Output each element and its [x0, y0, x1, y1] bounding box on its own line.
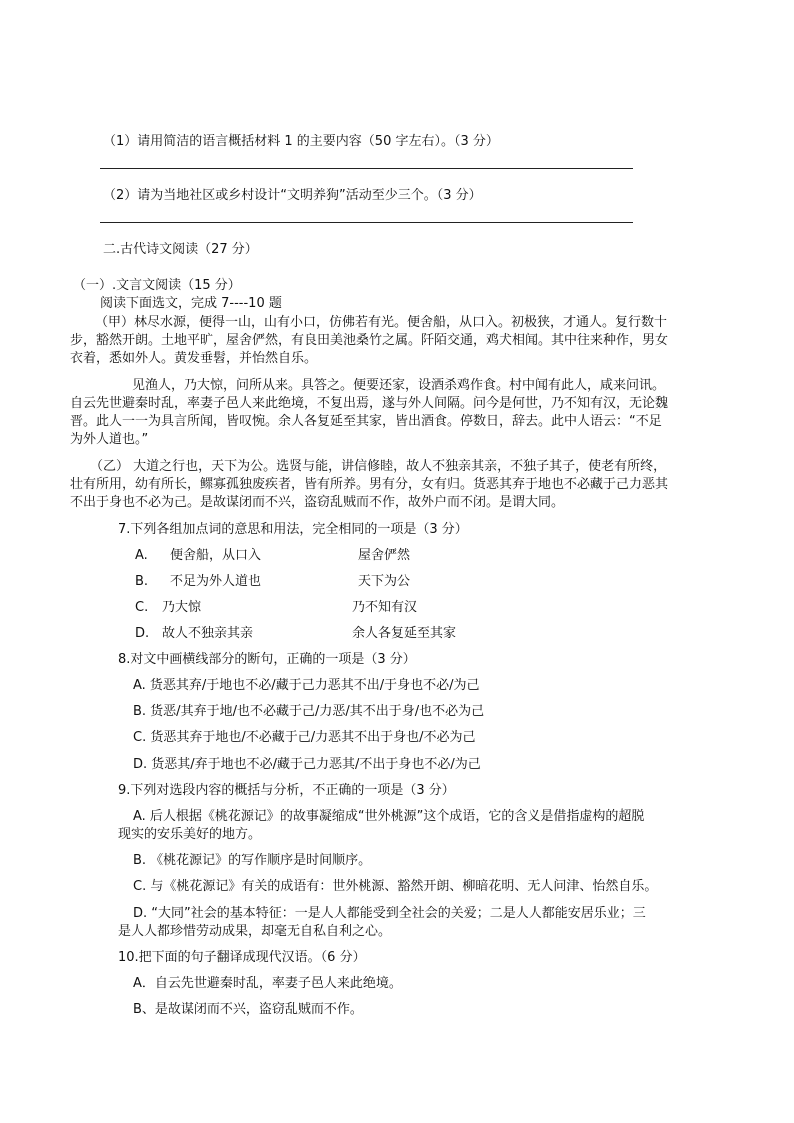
question-1: （1）请用简洁的语言概括材料 1 的主要内容（50 字左右）。（3 分）: [103, 134, 499, 149]
question-7-stem: 7.下列各组加点词的意思和用法，完全相同的一项是（3 分）: [118, 522, 468, 537]
passage-jia-line: （甲）林尽水源，便得一山，山有小口，仿佛若有光。便舍船，从口入。初极狭，才通人。复行数十: [95, 315, 668, 330]
q10-item-a: A．自云先世避秦时乱，率妻子邑人来此绝境。: [133, 976, 402, 991]
q10-item-b: B、是故谋闭而不兴，盗窃乱贼而不作。: [133, 1002, 363, 1017]
question-10-stem: 10.把下面的句子翻译成现代汉语。（6 分）: [118, 950, 366, 965]
q9-option-d: D. “大同”社会的基本特征：一是人人都能受到全社会的关爱；二是人人都能安居乐业；三: [133, 906, 646, 921]
passage-yi-line: （乙） 大道之行也，天下为公。选贤与能，讲信修睦，故人不独亲其亲，不独子其子，使老有所终，: [90, 459, 667, 474]
q7-option-letter: B.: [135, 574, 149, 589]
q9-option-b: B. 《桃花源记》的写作顺序是时间顺序。: [133, 853, 372, 868]
passage-jia-line: 为外人道也。”: [70, 432, 149, 447]
q9-option-a: A. 后人根据《桃花源记》的故事凝缩成“世外桃源”这个成语，它的含义是借指虚构的超脱: [133, 809, 645, 824]
q8-option: B. 货恶/其弃于地/也不必藏于己/力恶/其不出于身/也不必为己: [133, 704, 485, 719]
q7-option-left: 乃大惊: [162, 600, 202, 615]
reading-instruction: 阅读下面选文，完成 7----10 题: [100, 296, 282, 311]
q7-option-right: 天下为公: [358, 574, 411, 589]
section-heading: 二.古代诗文阅读（27 分）: [103, 242, 258, 257]
q7-option-left: 故人不独亲其亲: [162, 626, 254, 641]
passage-yi-line: 不出于身也不必为己。是故谋闭而不兴，盗窃乱贼而不作，故外户而不闭。是谓大同。: [70, 495, 565, 510]
passage-jia-line: 衣着，悉如外人。黄发垂髫，并怡然自乐。: [70, 351, 318, 366]
passage-jia-line: 步，豁然开朗。土地平旷，屋舍俨然，有良田美池桑竹之属。阡陌交通，鸡犬相闻。其中往来种作，男女: [70, 333, 669, 348]
answer-line-1: [100, 168, 633, 169]
q7-option-letter: A.: [135, 548, 148, 563]
q8-option: D. 货恶其/弃于地也不必/藏于己力恶其/不出于身也不必/为己: [133, 757, 481, 772]
passage-jia-line: 自云先世避秦时乱，率妻子邑人来此绝境，不复出焉，遂与外人间隔。问今是何世，乃不知有汉，无论魏: [70, 396, 669, 411]
passage-yi-line: 壮有所用，幼有所长，鳏寡孤独废疾者，皆有所养。男有分，女有归。货恶其弃于地也不必藏于己力恶其: [70, 477, 669, 492]
question-2: （2）请为当地社区或乡村设计“文明养狗”活动至少三个。（3 分）: [103, 188, 482, 203]
question-8-stem: 8.对文中画横线部分的断句，正确的一项是（3 分）: [118, 652, 416, 667]
q7-option-right: 乃不知有汉: [352, 600, 418, 615]
q7-option-left: 便舍船，从口入: [170, 548, 262, 563]
passage-jia-line: 晋。此人一一为具言所闻，皆叹惋。余人各复延至其家，皆出酒食。停数日，辞去。此中人语云：“不足: [70, 414, 662, 429]
q9-option-d-cont: 是人人都珍惜劳动成果，却毫无自私自利之心。: [118, 924, 392, 939]
subsection-heading: （一）.文言文阅读（15 分）: [73, 278, 241, 293]
question-9-stem: 9.下列对选段内容的概括与分析，不正确的一项是（3 分）: [118, 783, 455, 798]
q9-option-c: C. 与《桃花源记》有关的成语有：世外桃源、豁然开朗、柳暗花明、无人问津、怡然自乐。: [133, 879, 658, 894]
q7-option-letter: D.: [135, 626, 150, 641]
q8-option: A. 货恶其弃/于地也不必/藏于己力恶其不出/于身也不必/为己: [133, 678, 480, 693]
q9-option-a-cont: 现实的安乐美好的地方。: [118, 827, 262, 842]
q8-option: C. 货恶其弃于地也/不必藏于己/力恶其不出于身也/不必为己: [133, 730, 476, 745]
q7-option-letter: C.: [135, 600, 149, 615]
passage-jia-line: 见渔人，乃大惊，问所从来。具答之。便要还家，设酒杀鸡作食。村中闻有此人，咸来问讯。: [132, 378, 666, 393]
q7-option-left: 不足为外人道也: [170, 574, 262, 589]
answer-line-2: [100, 222, 633, 223]
q7-option-right: 屋舍俨然: [358, 548, 411, 563]
q7-option-right: 余人各复延至其家: [352, 626, 457, 641]
